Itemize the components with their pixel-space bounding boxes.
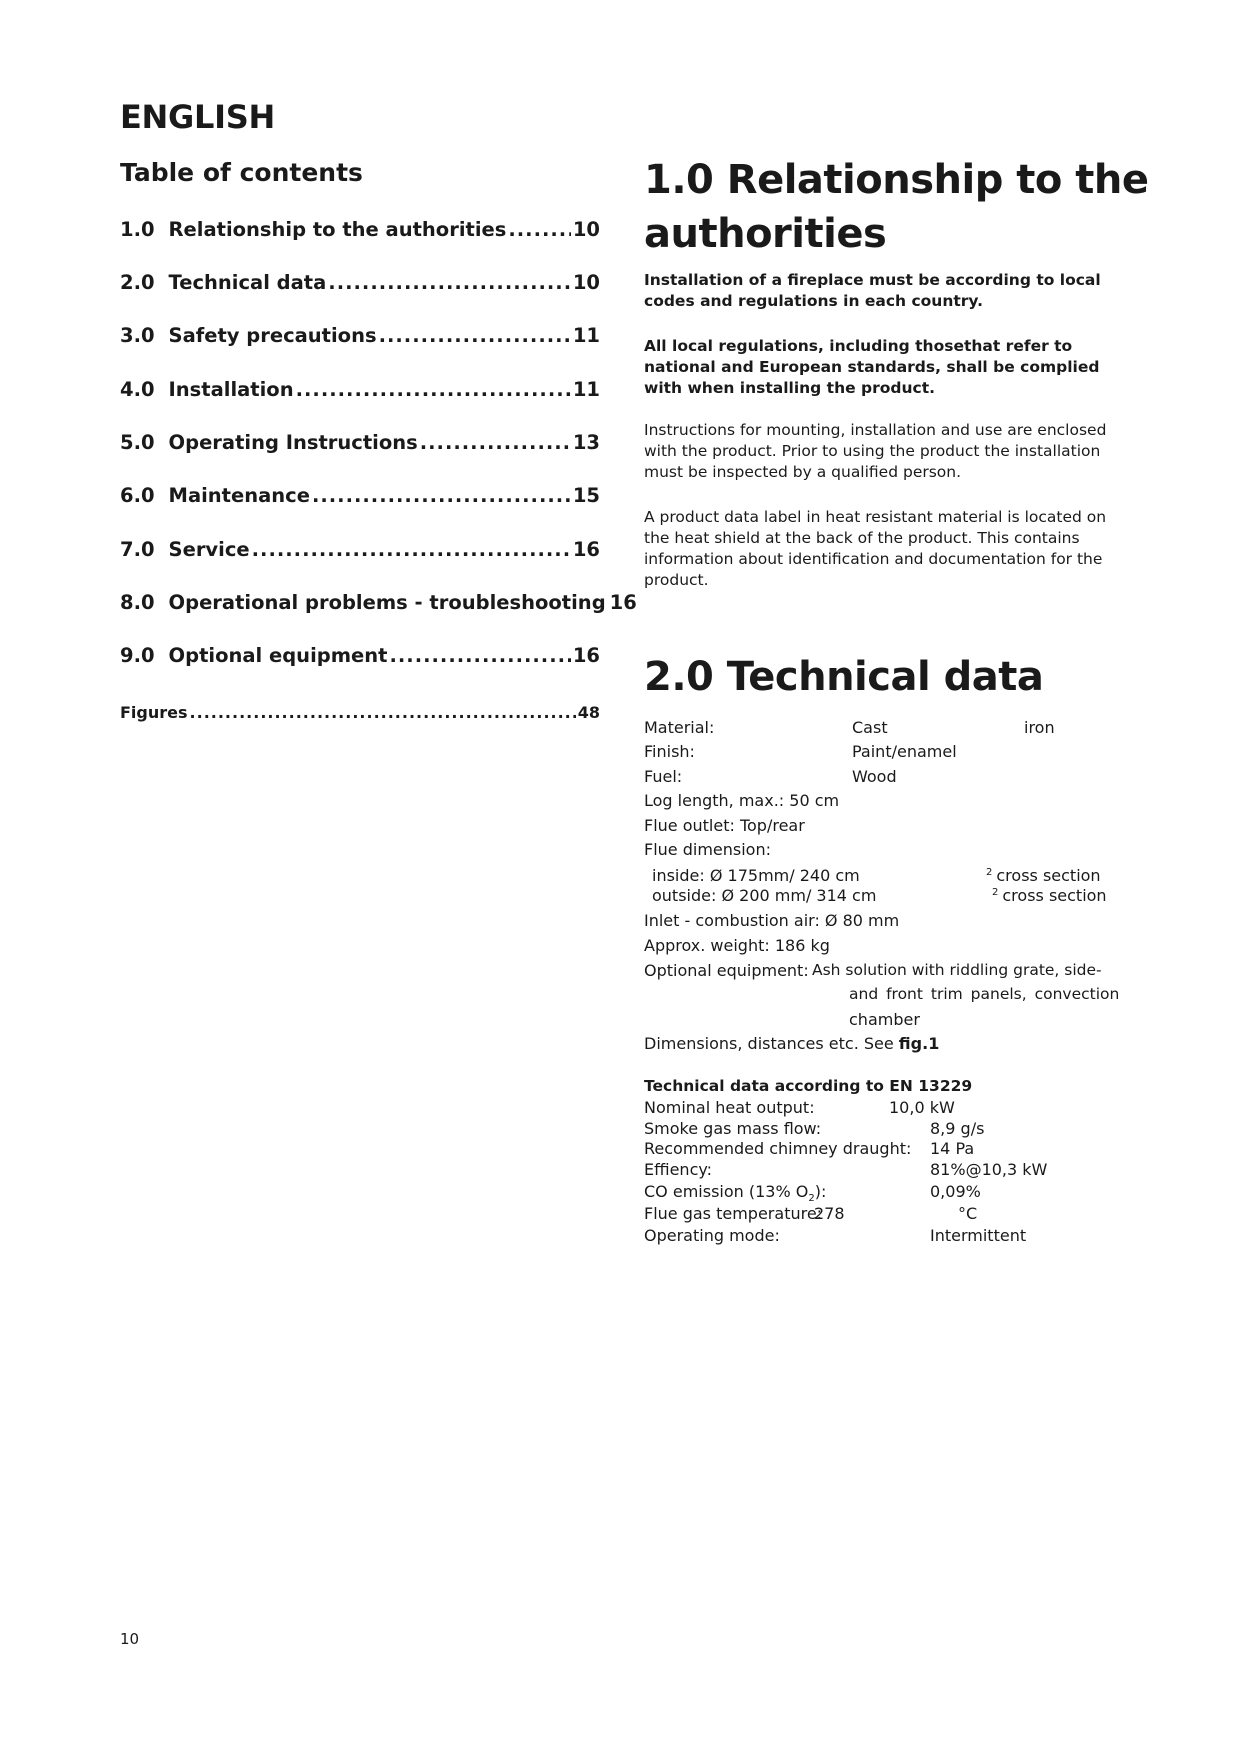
- toc-leader: [296, 378, 571, 401]
- material-value-2: iron: [1024, 718, 1055, 737]
- mode-value: Intermittent: [930, 1226, 1027, 1245]
- toc-item-1[interactable]: [120, 218, 600, 241]
- toc-num: 1.0: [120, 218, 155, 241]
- draught-label: Recommended chimney draught:: [644, 1139, 912, 1158]
- toc-num: 9.0: [120, 644, 155, 667]
- toc-item-6[interactable]: [120, 484, 600, 507]
- section-2-heading: 2.0 Technical data: [644, 654, 1044, 700]
- flue-outside: outside: Ø 200 mm/ 314 cm: [652, 886, 877, 905]
- toc-item-3[interactable]: [120, 324, 600, 347]
- page-number: 10: [120, 1630, 140, 1648]
- en-standard-heading: Technical data according to EN 13229: [644, 1077, 973, 1095]
- nominal-label: Nominal heat output:: [644, 1098, 815, 1117]
- finish-label: Finish:: [644, 742, 695, 761]
- approx-weight: Approx. weight: 186 kg: [644, 936, 830, 955]
- toc-leader: [190, 703, 576, 722]
- cross-section-label: cross section: [996, 866, 1101, 885]
- toc-num: 3.0: [120, 324, 155, 347]
- section-1-para-2: All local regulations, including thosethat refer to national and European standards, shall be complied with when installing the product.: [644, 337, 1100, 397]
- dimensions-note: [644, 1034, 939, 1053]
- toc-num: 4.0: [120, 378, 155, 401]
- co-label-text: CO emission (13% O: [644, 1182, 809, 1201]
- toc-num: 6.0: [120, 484, 155, 507]
- superscript-2: 2: [992, 886, 999, 898]
- draught-value: 14 Pa: [930, 1139, 975, 1158]
- toc-item-7[interactable]: [120, 538, 600, 561]
- material-value: Cast: [852, 718, 888, 737]
- smoke-label: Smoke gas mass flow:: [644, 1119, 822, 1138]
- flue-inside: inside: Ø 175mm/ 240 cm: [652, 866, 860, 885]
- co-emission-label: [644, 1182, 826, 1204]
- co-emission-value: 0,09%: [930, 1182, 981, 1201]
- cross-section-label: cross section: [1002, 886, 1107, 905]
- fuel-label: Fuel:: [644, 767, 683, 786]
- toc-leader: [508, 218, 571, 241]
- toc-leader: [328, 271, 571, 294]
- toc-label: Optional equipment: [168, 644, 388, 667]
- mode-label: Operating mode:: [644, 1226, 780, 1245]
- toc-page: 11: [572, 378, 600, 401]
- log-length: Log length, max.: 50 cm: [644, 791, 840, 810]
- section-1-heading-line2: authorities: [644, 211, 887, 257]
- toc-item-4[interactable]: [120, 378, 600, 401]
- flue-inside-cross: [986, 866, 1101, 885]
- toc-label: Safety precautions: [168, 324, 377, 347]
- toc-page: 48: [577, 703, 600, 722]
- toc-label: Figures: [120, 703, 188, 722]
- fuel-value: Wood: [852, 767, 897, 786]
- flue-outlet: Flue outlet: Top/rear: [644, 816, 805, 835]
- superscript-2: 2: [986, 866, 993, 878]
- toc-leader: [389, 644, 570, 667]
- toc-label: Technical data: [168, 271, 327, 294]
- material-label: Material:: [644, 718, 715, 737]
- section-1-heading-line1: 1.0 Relationship to the: [644, 157, 1149, 203]
- co-label-close: ):: [814, 1182, 827, 1201]
- toc-title: Table of contents: [120, 158, 363, 187]
- toc-item-8[interactable]: [120, 591, 637, 614]
- toc-page: 10: [572, 271, 600, 294]
- flue-temp-label: Flue gas temperature:: [644, 1204, 823, 1223]
- section-1-para-3: Instructions for mounting, installation and use are enclosed with the product. Prior to using the product the installation must be inspected by a qualified person.: [644, 421, 1107, 481]
- toc-label: Relationship to the authorities: [168, 218, 507, 241]
- flue-temp-value: 278: [814, 1204, 845, 1223]
- toc-page: 10: [572, 218, 600, 241]
- toc-num: 7.0: [120, 538, 155, 561]
- toc-page: 13: [572, 431, 600, 454]
- toc-item-figures[interactable]: [120, 703, 600, 722]
- optional-line-1: Ash solution with riddling grate, side-: [812, 961, 1102, 979]
- toc-leader: [379, 324, 571, 347]
- effiency-label: Effiency:: [644, 1160, 713, 1179]
- finish-value: Paint/enamel: [852, 742, 957, 761]
- flue-outside-cross: [992, 886, 1107, 905]
- effiency-value: 81%@10,3 kW: [930, 1160, 1048, 1179]
- toc-num: 2.0: [120, 271, 155, 294]
- toc-item-9[interactable]: [120, 644, 600, 667]
- toc-label: Operating Instructions: [168, 431, 418, 454]
- figure-reference[interactable]: fig.1: [898, 1034, 940, 1053]
- flue-dimension: Flue dimension:: [644, 840, 771, 859]
- toc-leader: [312, 484, 571, 507]
- language-heading: ENGLISH: [120, 98, 275, 136]
- optional-line-2: and front trim panels, convection: [849, 985, 1120, 1003]
- nominal-value: 10,0 kW: [889, 1098, 955, 1117]
- dimensions-text: Dimensions, distances etc. See: [644, 1034, 894, 1053]
- optional-label: Optional equipment:: [644, 961, 809, 980]
- toc-page: 16: [609, 591, 637, 614]
- toc-num: 8.0: [120, 591, 155, 614]
- toc-page: 11: [572, 324, 600, 347]
- optional-line-3: chamber: [849, 1010, 920, 1029]
- toc-page: 16: [572, 644, 600, 667]
- section-1-heading: [644, 153, 1149, 261]
- toc-label: Maintenance: [168, 484, 310, 507]
- toc-item-5[interactable]: [120, 431, 600, 454]
- section-1-para-1: Installation of a fireplace must be according to local codes and regulations in each country.: [644, 271, 1101, 310]
- toc-page: 16: [572, 538, 600, 561]
- toc-leader: [252, 538, 571, 561]
- co-label-subscript: 2: [808, 1193, 815, 1205]
- flue-temp-unit: °C: [958, 1204, 978, 1223]
- inlet-air: Inlet - combustion air: Ø 80 mm: [644, 911, 900, 930]
- toc-num: 5.0: [120, 431, 155, 454]
- toc-leader: [420, 431, 571, 454]
- toc-label: Operational problems - troubleshooting: [168, 591, 606, 614]
- toc-label: Installation: [168, 378, 294, 401]
- toc-page: 15: [572, 484, 600, 507]
- section-1-para-4: A product data label in heat resistant material is located on the heat shield at the back of the product. This contains information about identification and documentation for the product.: [644, 508, 1107, 589]
- toc-label: Service: [168, 538, 250, 561]
- smoke-value: 8,9 g/s: [930, 1119, 985, 1138]
- toc-item-2[interactable]: [120, 271, 600, 294]
